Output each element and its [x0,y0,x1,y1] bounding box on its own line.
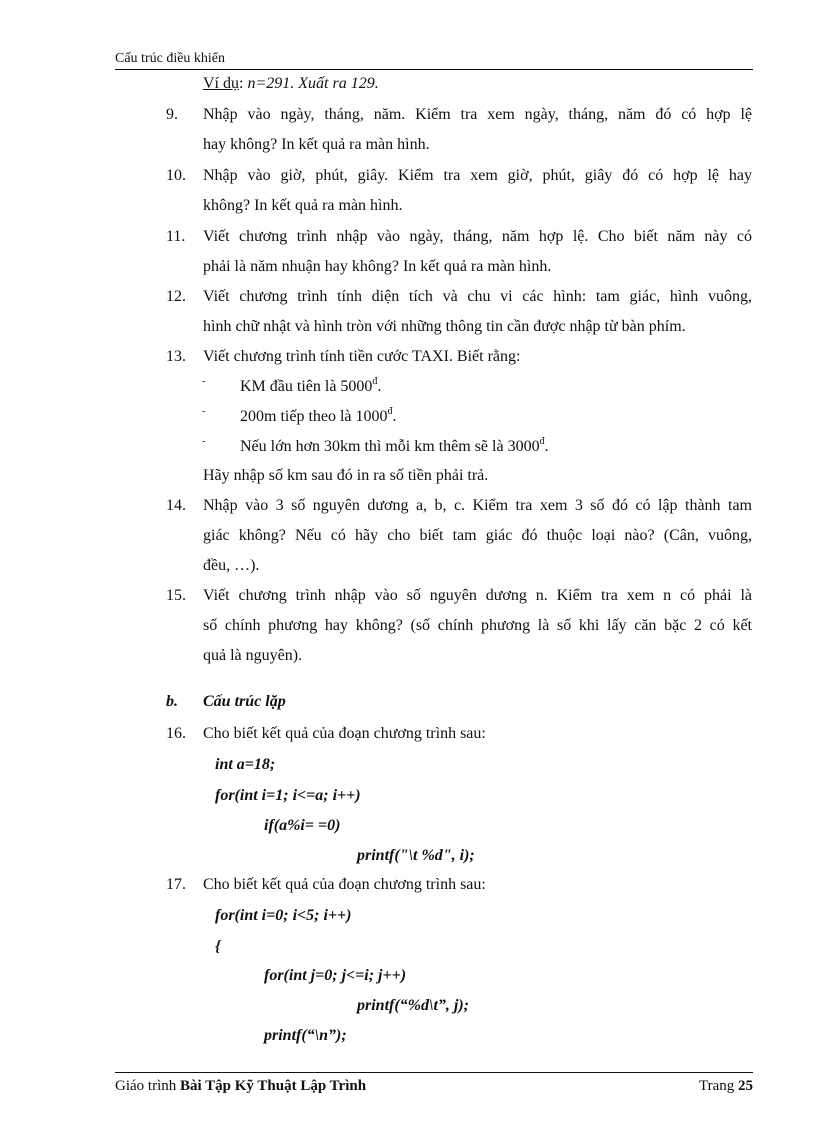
code-line: if(a%i= =0) [264,817,341,834]
item-12-line-2: hình chữ nhật và hình tròn với những thông tin cần được nhập từ bàn phím. [203,318,686,335]
item-14-line-3: đều, …). [203,557,260,574]
code-line: printf(“\n”); [264,1027,347,1044]
item-11-line-2: phải là năm nhuận hay không? In kết quả ra màn hình. [203,258,552,275]
item-17-number: 17. [166,876,186,893]
item-17-text: Cho biết kết quả của đoạn chương trình sau: [203,876,486,893]
code-line: for(int i=0; i<5; i++) [215,907,352,924]
item-14-number: 14. [166,497,186,514]
item-9-number: 9. [166,106,178,123]
item-11-number: 11. [166,228,186,245]
footer-page-number: Trang 25 [698,1078,753,1094]
item-16-text: Cho biết kết quả của đoạn chương trình sau: [203,725,486,742]
bullet-dash: - [202,436,206,447]
item-15-number: 15. [166,587,186,604]
item-13-line-1: Viết chương trình tính tiền cước TAXI. Biết rằng: [203,348,521,365]
code-line: printf(“%d\t”, j); [357,997,469,1014]
code-line: printf("\t %d", i); [357,847,475,864]
item-15-line-3: quả là nguyên). [203,647,303,664]
page-footer [115,1072,753,1094]
footer-book-title: Giáo trình Bài Tập Kỹ Thuật Lập Trình [115,1078,367,1094]
header-title: Cấu trúc điều khiển [115,51,226,66]
section-b-title: Cấu trúc lặp [203,693,286,710]
item-12-number: 12. [166,288,186,305]
item-14-line-2: giác không? Nếu có hãy cho biết tam giác đó thuộc loại nào? (Cân, vuông, [203,527,752,544]
item-14-line-1: Nhập vào 3 số nguyên dương a, b, c. Kiểm tra xem 3 số đó có lập thành tam [203,497,752,514]
item-13-bullet-1: KM đầu tiên là $5000^đ$. [240,376,382,395]
item-10-line-2: không? In kết quả ra màn hình. [203,197,403,214]
bullet-dash: - [202,406,206,417]
item-15-line-2: số chính phương hay không? (số chính phương là số khi lấy căn bặc 2 có kết [203,617,752,634]
item-9-line-2: hay không? In kết quả ra màn hình. [203,136,430,153]
item-10-line-1: Nhập vào giờ, phút, giây. Kiểm tra xem giờ, phút, giây đó có hợp lệ hay [203,167,752,184]
item-9-line-1: Nhập vào ngày, tháng, năm. Kiểm tra xem ngày, tháng, năm đó có hợp lệ [203,106,752,123]
item-16-number: 16. [166,725,186,742]
item-15-line-1: Viết chương trình nhập vào số nguyên dương n. Kiểm tra xem n có phải là [203,587,752,604]
bullet-dash: - [202,376,206,387]
code-line: int a=18; [215,756,276,773]
code-line: for(int i=1; i<=a; i++) [215,787,361,804]
code-line: { [215,938,221,955]
section-b-letter: b. [166,693,178,710]
item-13-last-line: Hãy nhập số km sau đó in ra số tiền phải trả. [203,467,489,484]
item-10-number: 10. [166,167,186,184]
item-11-line-1: Viết chương trình nhập vào ngày, tháng, năm hợp lệ. Cho biết năm này có [203,228,752,245]
item-13-number: 13. [166,348,186,365]
item-13-bullet-2: 200m tiếp theo là $1000^đ$. [240,406,397,425]
code-line: for(int j=0; j<=i; j++) [264,967,407,984]
page-header [115,50,753,70]
item-13-bullet-3: Nếu lớn hơn 30km thì mỗi km thêm sẽ là $3000^đ$. [240,436,549,455]
example-line: Ví dụ: n=291. Xuất ra 129. [203,75,379,92]
example-text: n=291. Xuất ra 129. [247,75,379,92]
example-label: Ví dụ [203,75,239,92]
item-12-line-1: Viết chương trình tính diện tích và chu vi các hình: tam giác, hình vuông, [203,288,752,305]
